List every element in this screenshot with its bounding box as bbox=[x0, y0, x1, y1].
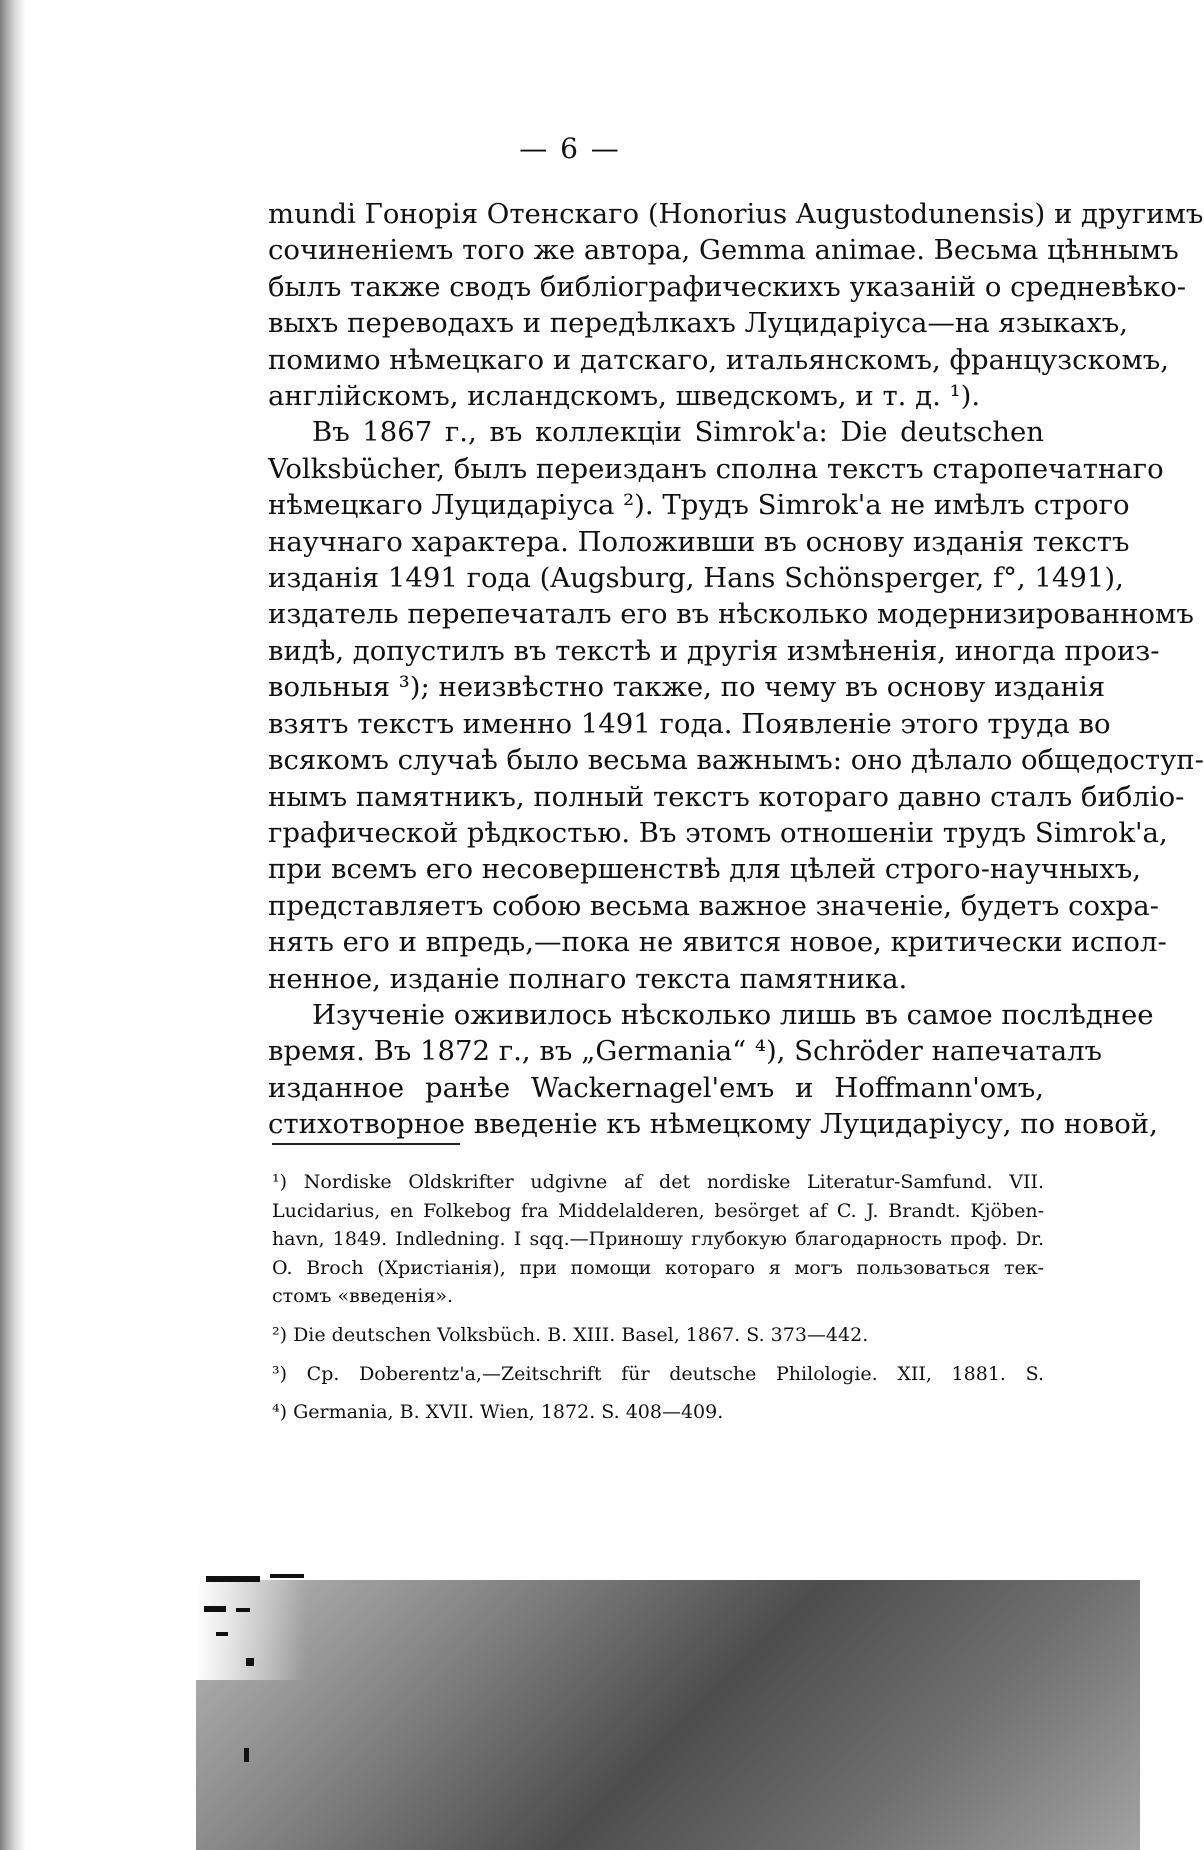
body-line: видѣ, допустилъ въ текстѣ и другія измѣненія, иногда произ- bbox=[268, 634, 1160, 667]
body-line: взятъ текстъ именно 1491 года. Появленіе этого труда во bbox=[268, 707, 1111, 740]
footnotes bbox=[272, 1168, 1044, 1427]
scan-artifact-mark bbox=[206, 1576, 260, 1582]
page-number: — 6 — bbox=[519, 132, 621, 165]
scan-artifact-mark bbox=[270, 1574, 304, 1578]
body-line: англійскомъ, исландскомъ, шведскомъ, и т. д. ¹). bbox=[268, 380, 981, 413]
body-line: научнаго характера. Положивши въ основу изданія текстъ bbox=[268, 525, 1130, 558]
body-line: нѣмецкаго Луцидаріуса ²). Трудъ Simrok'а не имѣлъ строго bbox=[268, 489, 1130, 522]
scan-artifact-mark bbox=[236, 1608, 250, 1612]
body-line: при всемъ его несовершенствѣ для цѣлей строго-научныхъ, bbox=[268, 853, 1141, 886]
body-line: изданное ранѣе Wackernagel'емъ и Hoffmann'омъ, bbox=[268, 1071, 1044, 1104]
body-line: вольныя ³); неизвѣстно также, по чему въ основу изданія bbox=[268, 671, 1106, 704]
body-line: Въ 1867 г., въ коллекціи Simrok'а: Die deutschen bbox=[312, 416, 1044, 449]
body-line: былъ также сводъ библіографическихъ указаній о средневѣко- bbox=[268, 270, 1187, 303]
footnote-line: havn, 1849. Indledning. I sqq.—Приношу глубокую благодарность проф. Dr. bbox=[272, 1228, 1044, 1251]
footnote-line: стомъ «введенія». bbox=[272, 1285, 454, 1308]
scan-left-edge-shadow bbox=[0, 0, 26, 1850]
body-line: нымъ памятникъ, полный текстъ котораго давно сталъ библіо- bbox=[268, 780, 1185, 813]
body-line: mundi Гонорія Отенскаго (Honorius Augustodunensis) и другимъ bbox=[268, 198, 1204, 230]
scan-artifact-mark bbox=[246, 1658, 254, 1666]
footnote-line: O. Broch (Христіанія), при помощи котораго я могъ пользоваться тек- bbox=[272, 1256, 1044, 1279]
body-line: представляетъ собою весьма важное значеніе, будетъ сохра- bbox=[268, 889, 1159, 922]
footnote-line: ¹) Nordiske Oldskrifter udgivne af det nordiske Literatur-Samfund. VII. bbox=[272, 1171, 1044, 1193]
body-line: Volksbücher, былъ переизданъ сполна текстъ старопечатнаго bbox=[268, 452, 1164, 485]
body-line: графической рѣдкостью. Въ этомъ отношеніи трудъ Simrok'а, bbox=[268, 816, 1168, 849]
body-line: всякомъ случаѣ было весьма важнымъ: оно дѣлало общедоступ- bbox=[268, 744, 1204, 777]
body-line: нять его и впредь,—пока не явится новое, критически испол- bbox=[268, 926, 1167, 959]
body-line: издатель перепечаталъ его въ нѣсколько модернизированномъ bbox=[268, 598, 1194, 631]
body-line: время. Въ 1872 г., въ „Germania“ ⁴), Schröder напечаталъ bbox=[268, 1035, 1103, 1068]
footnote-line: ²) Die deutschen Volksbüch. B. XIII. Basel, 1867. S. 373—442. bbox=[272, 1323, 869, 1346]
body-line: сочиненіемъ того же автора, Gemma animae. Весьма цѣннымъ bbox=[268, 234, 1179, 267]
scan-artifact-mark bbox=[204, 1606, 226, 1612]
body-line: Изученіе оживилось нѣсколько лишь въ самое послѣднее bbox=[312, 998, 1154, 1031]
scan-artifact-mark bbox=[244, 1748, 249, 1762]
scan-bottom-shadow bbox=[196, 1580, 1140, 1850]
footnote-line: Lucidarius, en Folkebog fra Middelalderen, besörget af C. J. Brandt. Kjöben- bbox=[272, 1199, 1044, 1222]
scan-artifact-mark bbox=[216, 1632, 228, 1636]
body-text bbox=[268, 196, 1204, 1143]
footnote-line: ³) Ср. Doberentz'а,—Zeitschrift für deutsche Philologie. XII, 1881. S. bbox=[272, 1362, 1044, 1385]
footnote-line: ⁴) Germania, B. XVII. Wien, 1872. S. 408—409. bbox=[272, 1401, 724, 1424]
body-line: помимо нѣмецкаго и датскаго, итальянскомъ, французскомъ, bbox=[268, 343, 1169, 376]
body-line: выхъ переводахъ и передѣлкахъ Луцидаріуса—на языкахъ, bbox=[268, 307, 1128, 340]
body-line: стихотворное введеніе къ нѣмецкому Луцидаріусу, по новой, bbox=[268, 1108, 1158, 1141]
body-line: изданія 1491 года (Augsburg, Hans Schönsperger, f°, 1491), bbox=[268, 562, 1124, 595]
body-line: ненное, изданіе полнаго текста памятника. bbox=[268, 962, 908, 995]
footnote-separator bbox=[272, 1143, 460, 1145]
